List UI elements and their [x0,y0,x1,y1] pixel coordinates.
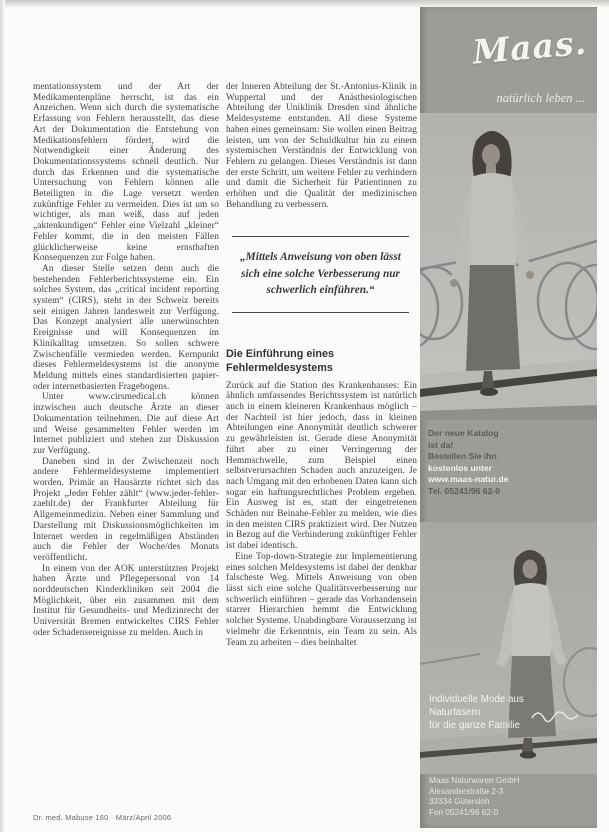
address-line: Maas Naturwaren GmbH [429,776,520,785]
ad-promo-text [428,428,548,497]
ad-photo-woman-walking [420,522,597,774]
article-column-middle [226,82,417,648]
article-paragraph: An dieser Stelle setzen denn auch die bestehenden Fehlerberichtssysteme ein. Ein solches System, das „critical incident reporting system“ (CIRS), steht in der Schweiz bereits seit einigen Jahren landesweit zur Verfügung. Das Konzept analysiert alle unerwünschten Ereignisse und will Konsequenzen im Klinikalltag umsetzen. So sollen schwere Zwischenfälle vermieden werden. Kernpunkt dieses Fehlermeldesystems ist die anonyme Meldung mittels eines standardisierten papier- oder internetbasierten Fragebogens. [33,263,219,392]
ad-claim [429,693,524,732]
promo-line: kostenlos unter [428,462,492,473]
promo-line: Der neue Katalog [428,428,499,438]
article-paragraph: mentationssystem und der Art der Medikamentenpläne herrscht, ist das ein Anzeichen. Wenn sich durch die systematische Erfassung von Fehlern herausstellt, das diese Art der Dokumentation die Entstehung von Medikationsfehlern fördert, wird die Notwendigkeit einer Änderung des Dokumentationssystems schnell deutlich. Nur durch das Erkennen und die systematische Untersuchung von Fehlern können alle Beteiligten in die Lage versetzt werden zukünftige Fehler zu vermeiden. Dies ist um so wichtiger, als man weiß, dass auf jeden „aktenkundigen“ Fehler eine Vielzahl „kleiner“ Fehler kommt, die in den meisten Fällen glücklicherweise keine ernsthaften Konsequenzen zur Folge haben. [33,82,219,264]
article-paragraph: In einem von der AOK unterstützten Projekt haben Ärzte und Pflegepersonal von 14 norddeutschen Kinderkliniken seit 2004 die Möglichkeit, über ein zusammen mit dem Institut für Gesundheits- und Medizinrecht der Universität Bremen entwickeltes CIRS Fehler oder Schadensereignisse zu melden. Auch in [33,563,219,638]
address-phone: Fon 05241/96 62-0 [429,807,499,817]
claim-line: Individuelle Mode aus [429,694,524,705]
article-paragraph: Zurück auf die Station des Krankenhauses: Ein ähnlich umfassendes Berichtssystem ist natürlich auch in einem kleineren Krankenhaus möglich – der Nachteil ist hier jedoch, dass in kleinen Abteilungen eine Anonymität deutlich schwerer zu gewährleisten ist. Gerade diese Anonymität führt aber zu einer Verringerung der Hemmschwelle, zum Beispiel einen selbstverursachten Schaden auch anzuzeigen. Je nach Umgang mit den erhobenen Daten kann sich sogar ein haftungsrechtliches Problem ergeben. Ein Ausweg ist es, statt der eingetretenen Schäden nur Beinahe-Fehler zu melden, wie dies in den meisten CIRS praktiziert wird. Der Nutzen in Bezug auf die Verhinderung zukünftiger Fehler ist dabei identisch. [226,380,417,552]
promo-website: www.maas-natur.de [428,474,509,484]
ad-address [429,776,520,818]
ad-tagline: natürlich leben ... [496,91,585,105]
scan-edge-left [0,0,5,832]
maas-advertisement [420,7,597,828]
article-paragraph: Eine Top-down-Strategie zur Implementierung eines solchen Meldesystems ist dabei der denkbar falscheste Weg. Mittels Anweisung von oben lässt sich eine solche Qualitätsverbesserung nur schwerlich einführen – gerade das Vorhandensein starrer Hierarchien hemmt die Entwicklung solcher Systeme. Unabdingbare Voraussetzung ist vielmehr die Erkenntnis, ein Team zu sein. Als Team zu arbeiten – dies beinhaltet [226,551,417,648]
ad-brand-logo: Maas. [471,22,589,72]
article-paragraph: Daneben sind in der Zwischenzeit noch andere Fehlermeldesysteme implementiert worden. Primär an Hausärzte richtet sich das Projekt „Jeder Fehler zählt“ (www.jeder-fehler-zaehlt.de) der Frankfurter Abteilung für Allgemeinmedizin. Neben einer Sammlung und Darstellung mit Diskussionsmöglichkeiten im Internet werden in regelmäßigen Abständen auch die Fehler der Woche/des Monats veröffentlicht. [33,456,219,563]
address-line: Alexanderstraße 2-3 [429,786,504,796]
article-paragraph: Unter www.cirsmedical.ch können inzwischen auch deutsche Ärzte an dieser Dokumentation teilnehmen. Die auf diese Art und Weise gesammelten Fehler werden im Internet publiziert und stehen zur Diskussion zur Verfügung. [33,392,219,456]
promo-phone: Tel. 05241/96 62-0 [428,485,500,496]
address-line: 33334 Gütersloh [429,797,490,806]
ad-photo-woman-pier [420,113,597,420]
section-heading: Die Einführung eines Fehlermeldesystems [226,347,334,374]
scan-edge-top [0,0,609,7]
article-column-left [33,82,219,639]
page-footer: Dr. med. Mabuse 160 · März/April 2006 [33,813,172,822]
claim-line: für die ganze Familie [429,720,520,731]
article-paragraph: der Inneren Abteilung der St.-Antonius-Klinik in Wuppertal und der Anästhesiologischen Abteilung der Uniklinik Dresden sind ähnliche Meldesysteme entstanden. All diese Systeme haben eines gemeinsam: Sie wollen einen Beitrag leisten, um von der Schuldkultur hin zu einem systemischen Verständnis der Entwicklung von Fehlern zu gelangen. Dieses Verständnis ist dann der erste Schritt, um weitere Fehler zu verhindern und damit die Sicherheit für Patientinnen zu erhöhen und die Qualität der medizinischen Behandlung zu verbessern. [226,82,417,210]
pull-quote: „Mittels Anweisung von oben lässt sich eine solche Verbesserung nur schwerlich einführen.“ [232,236,409,312]
promo-line: Bestellen Sie ihn [428,451,497,461]
claim-line: Naturfasern [429,707,481,718]
promo-line: ist da! [428,439,454,450]
